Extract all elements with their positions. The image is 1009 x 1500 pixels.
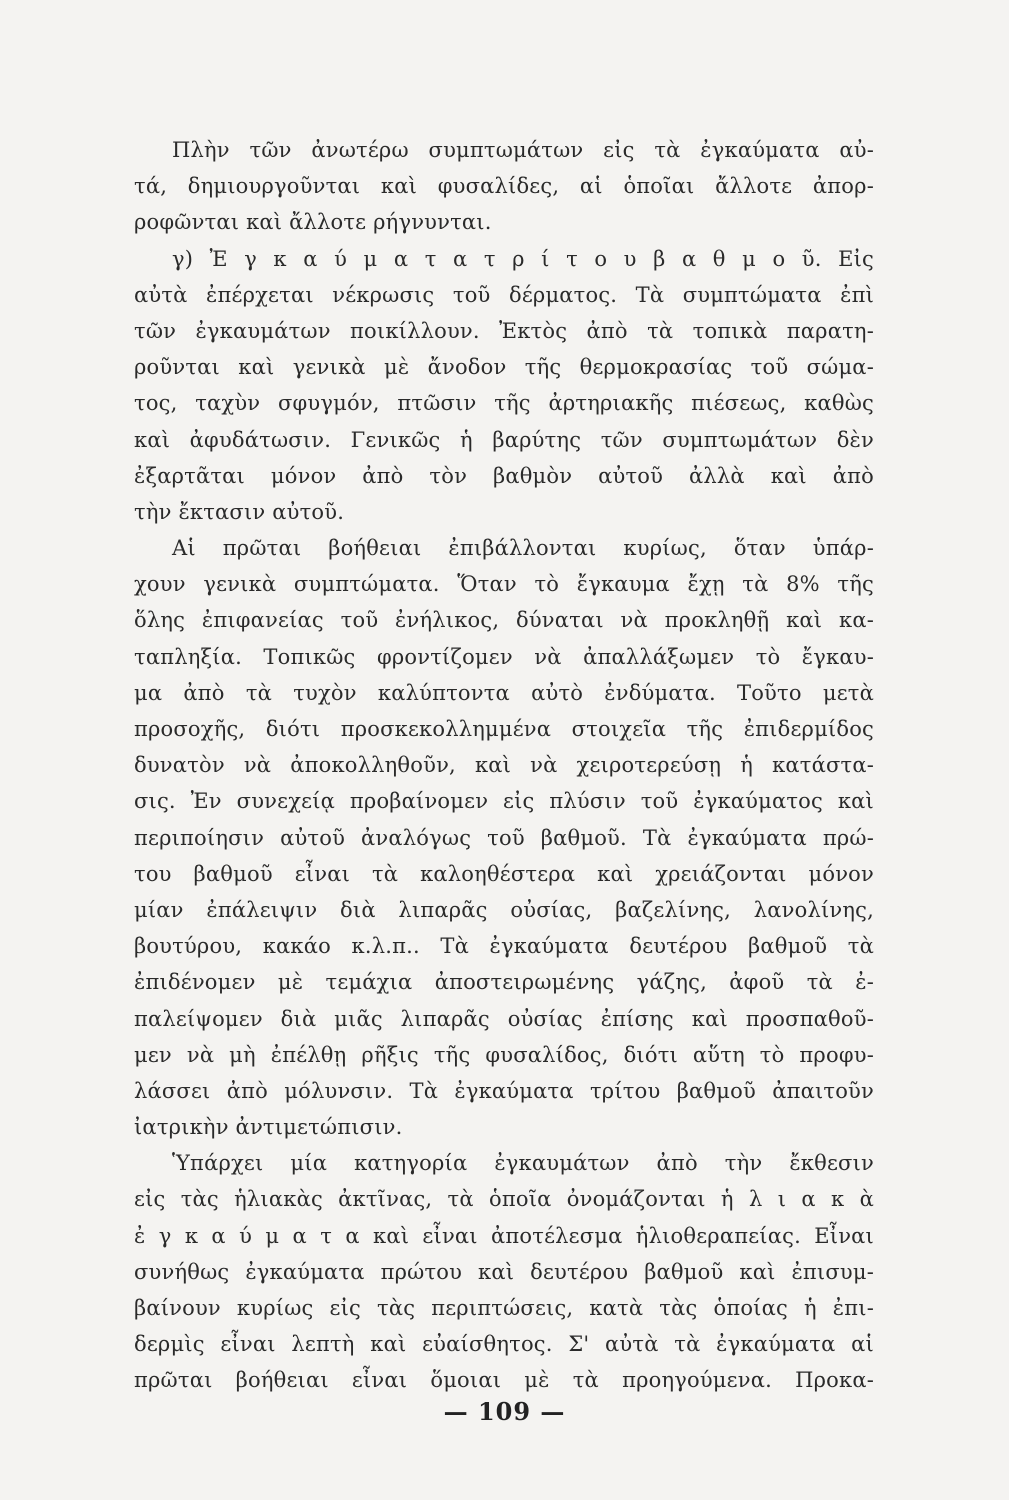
text-line: δερμὶς εἶναι λεπτὴ καὶ εὐαίσθητος. Σ' αὐτὰ τὰ ἐγκαύματα αἱ (134, 1332, 874, 1357)
text-line: λάσσει ἀπὸ μόλυνσιν. Τὰ ἐγκαύματα τρίτου βαθμοῦ ἀπαιτοῦν (134, 1078, 874, 1103)
text-line: προσοχῆς, διότι προσκεκολλημμένα στοιχεῖα τῆς ἐπιδερμίδος (134, 717, 874, 741)
text-line: του βαθμοῦ εἶναι τὰ καλοηθέστερα καὶ χρειάζονται μόνον (134, 861, 874, 886)
text-line: τά, δημιουργοῦνται καὶ φυσαλίδες, αἱ ὁποῖαι ἄλλοτε ἀπορ- (134, 174, 874, 199)
text-line: Ὑπάρχει μία κατηγορία ἐγκαυμάτων ἀπὸ τὴν ἔκθεσιν (172, 1151, 874, 1176)
text-line: τὴν ἔκτασιν αὐτοῦ. (134, 499, 345, 524)
text-line: μα ἀπὸ τὰ τυχὸν καλύπτοντα αὐτὸ ἐνδύματα. Τοῦτο μετὰ (134, 680, 874, 705)
text-line: ἐξαρτᾶται μόνον ἀπὸ τὸν βαθμὸν αὐτοῦ ἀλλὰ καὶ ἀπὸ (134, 463, 874, 488)
body-text (134, 132, 874, 1399)
text-line: ροφῶνται καὶ ἄλλοτε ρήγνυνται. (134, 210, 492, 235)
text-line: ἐ γ κ α ύ μ α τ α καὶ εἶναι ἀποτέλεσμα ἡλιοθεραπείας. Εἶναι (134, 1223, 874, 1248)
text-line: τῶν ἐγκαυμάτων ποικίλλουν. Ἐκτὸς ἀπὸ τὰ τοπικὰ παρατη- (134, 318, 874, 343)
text-line: παλείψομεν διὰ μιᾶς λιπαρᾶς οὐσίας ἐπίσης καὶ προσπαθοῦ- (134, 1006, 874, 1031)
text-line: μεν νὰ μὴ ἐπέλθῃ ρῆξις τῆς φυσαλίδος, διότι αὕτη τὸ προφυ- (134, 1042, 874, 1067)
text-line: εἰς τὰς ἡλιακὰς ἀκτῖνας, τὰ ὁποῖα ὀνομάζονται ἡ λ ι α κ ὰ (134, 1187, 874, 1212)
section-heading-line: γ) Ἐ γ κ α ύ μ α τ α τ ρ ί τ ο υ β α θ μ ο ῦ. Εἰς (172, 246, 874, 271)
page-number: — 109 — (443, 1397, 566, 1426)
text-line: ἰατρικὴν ἀντιμετώπισιν. (134, 1115, 403, 1140)
text-line: δυνατὸν νὰ ἀποκολληθοῦν, καὶ νὰ χειροτερεύσῃ ἡ κατάστα- (134, 753, 874, 778)
text-line: βαίνουν κυρίως εἰς τὰς περιπτώσεις, κατὰ τὰς ὁποίας ἡ ἐπι- (134, 1296, 874, 1320)
text-line: σις. Ἐν συνεχείᾳ προβαίνομεν εἰς πλύσιν τοῦ ἐγκαύματος καὶ (134, 789, 874, 814)
text-line: Αἱ πρῶται βοήθειαι ἐπιβάλλονται κυρίως, ὅταν ὑπάρ- (172, 536, 874, 561)
text-line: αὐτὰ ἐπέρχεται νέκρωσις τοῦ δέρματος. Τὰ συμπτώματα ἐπὶ (134, 282, 874, 307)
text-line: βουτύρου, κακάο κ.λ.π.. Τὰ ἐγκαύματα δευτέρου βαθμοῦ τὰ (134, 934, 874, 959)
text-line: ροῦνται καὶ γενικὰ μὲ ἄνοδον τῆς θερμοκρασίας τοῦ σώμα- (134, 355, 874, 380)
text-line: συνήθως ἐγκαύματα πρώτου καὶ δευτέρου βαθμοῦ καὶ ἐπισυμ- (134, 1259, 874, 1284)
text-line: μίαν ἐπάλειψιν διὰ λιπαρᾶς οὐσίας, βαζελίνης, λανολίνης, (134, 897, 874, 922)
text-line: πρῶται βοήθειαι εἶναι ὅμοιαι μὲ τὰ προηγούμενα. Προκα- (134, 1368, 874, 1393)
text-line: χουν γενικὰ συμπτώματα. Ὅταν τὸ ἔγκαυμα ἔχῃ τὰ 8% τῆς (134, 572, 874, 597)
text-line: ὅλης ἐπιφανείας τοῦ ἐνήλικος, δύναται νὰ προκληθῇ καὶ κα- (134, 608, 874, 633)
text-line: καὶ ἀφυδάτωσιν. Γενικῶς ἡ βαρύτης τῶν συμπτωμάτων δὲν (134, 427, 874, 452)
text-line: ἐπιδένομεν μὲ τεμάχια ἀποστειρωμένης γάζης, ἀφοῦ τὰ ἐ- (134, 970, 874, 995)
text-line: περιποίησιν αὐτοῦ ἀναλόγως τοῦ βαθμοῦ. Τὰ ἐγκαύματα πρώ- (134, 825, 874, 850)
text-line: Πλὴν τῶν ἀνωτέρω συμπτωμάτων εἰς τὰ ἐγκαύματα αὐ- (172, 138, 874, 162)
text-line: ταπληξία. Τοπικῶς φροντίζομεν νὰ ἀπαλλάξωμεν τὸ ἔγκαυ- (134, 644, 874, 669)
text-line: τος, ταχὺν σφυγμόν, πτῶσιν τῆς ἀρτηριακῆς πιέσεως, καθὼς (134, 391, 874, 416)
